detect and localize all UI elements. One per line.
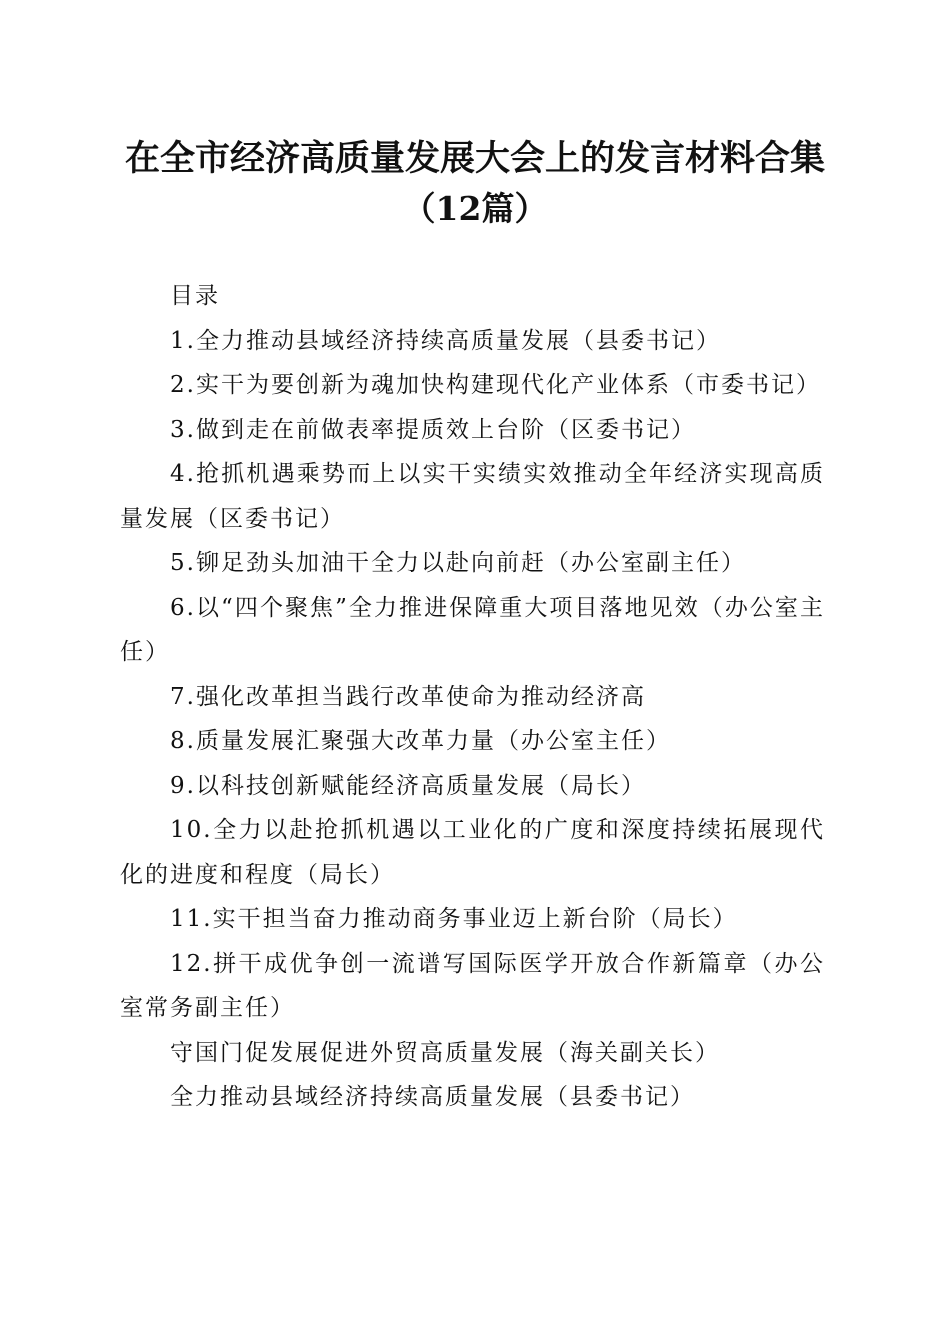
toc-item-10: 10.全力以赴抢抓机遇以工业化的广度和深度持续拓展现代化的进度和程度（局长） bbox=[120, 817, 825, 888]
toc-item-7: 7.强化改革担当践行改革使命为推动经济高 bbox=[170, 683, 646, 710]
document-title: 在全市经济高质量发展大会上的发言材料合集 bbox=[124, 138, 825, 179]
toc-item-11: 11.实干担当奋力推动商务事业迈上新台阶（局长） bbox=[170, 906, 738, 932]
toc-item-3: 3.做到走在前做表率提质效上台阶（区委书记） bbox=[170, 416, 696, 443]
toc-item-6: 6.以“四个聚焦”全力推进保障重大项目落地见效（办公室主任） bbox=[120, 594, 825, 665]
toc-item-4: 4.抢抓机遇乘势而上以实干实绩实效推动全年经济实现高质量发展（区委书记） bbox=[120, 461, 825, 532]
toc-item-1: 1.全力推动县域经济持续高质量发展（县委书记） bbox=[170, 327, 721, 354]
toc-item-14: 全力推动县域经济持续高质量发展（县委书记） bbox=[170, 1084, 695, 1110]
toc-item-5: 5.铆足劲头加油干全力以赴向前赶（办公室副主任） bbox=[170, 550, 746, 576]
table-of-contents bbox=[120, 274, 825, 1120]
toc-item-12: 12.拼干成优争创一流谱写国际医学开放合作新篇章（办公室常务副主任） bbox=[120, 950, 825, 1021]
title-block bbox=[60, 134, 890, 234]
toc-heading: 目录 bbox=[170, 283, 220, 309]
toc-item-2: 2.实干为要创新为魂加快构建现代化产业体系（市委书记） bbox=[170, 372, 821, 398]
toc-item-9: 9.以科技创新赋能经济高质量发展（局长） bbox=[170, 772, 646, 799]
document-subtitle: （12篇） bbox=[402, 189, 548, 228]
toc-item-13: 守国门促发展促进外贸高质量发展（海关副关长） bbox=[170, 1039, 720, 1066]
toc-item-8: 8.质量发展汇聚强大改革力量（办公室主任） bbox=[170, 728, 671, 754]
